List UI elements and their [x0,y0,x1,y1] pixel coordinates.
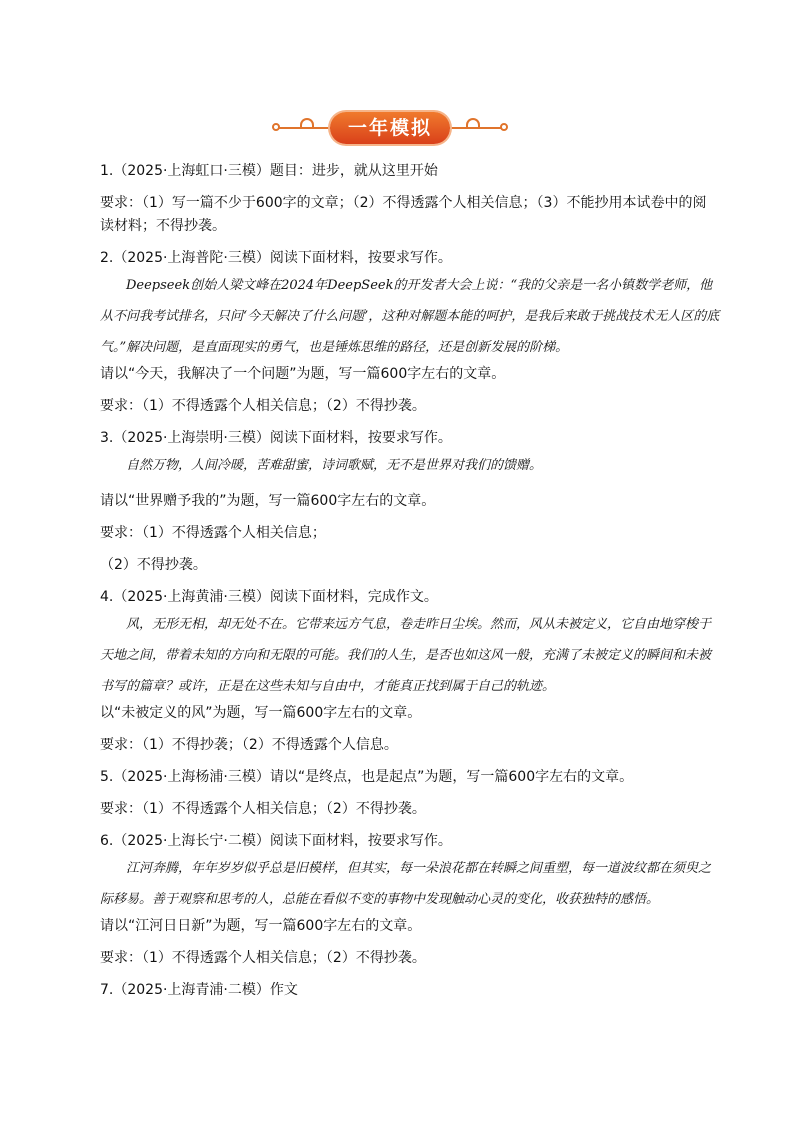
question-1-requirements: 要求：（1）写一篇不少于600字的文章；（2）不得透露个人相关信息；（3）不能抄用本试卷中的阅读材料；不得抄袭。 [100,195,707,234]
question-4-prompt: 以“未被定义的风”为题，写一篇600字左右的文章。 [100,705,422,721]
question-6-material: 江河奔腾，年年岁岁似乎总是旧模样，但其实，每一朵浪花都在转瞬之间重塑，每一道波纹都在须臾之际移易。善于观察和思考的人，总能在看似不变的事物中发现触动心灵的变化，收获独特的感悟。 [100,861,712,907]
question-2-requirements: 要求：（1）不得透露个人相关信息；（2）不得抄袭。 [100,398,426,414]
banner-curl-right [466,118,480,128]
question-6-prompt: 请以“江河日日新”为题，写一篇600字左右的文章。 [100,918,422,934]
banner-title: 一年模拟 [330,112,450,144]
question-list [100,160,720,1002]
section-banner [272,112,508,144]
banner-ornament-right [500,123,508,131]
question-4-requirements: 要求：（1）不得抄袭；（2）不得透露个人信息。 [100,737,398,753]
question-4-material: 风，无形无相，却无处不在。它带来远方气息，卷走昨日尘埃。然而，风从未被定义，它自由地穿梭于天地之间，带着未知的方向和无限的可能。我们的人生，是否也如这风一般，充满了未被定义的瞬间和未被书写的篇章？或许，正是在这些未知与自由中，才能真正找到属于自己的轨迹。 [100,617,712,694]
question-3-requirements: 要求：（1）不得透露个人相关信息； [100,525,326,541]
question-7: 7.（2025·上海青浦·二模）作文 [100,982,298,998]
question-1: 1.（2025·上海虹口·三模）题目：进步，就从这里开始 [100,163,438,179]
question-2-material: Deepseek创始人梁文峰在2024年DeepSeek的开发者大会上说：“我的父亲是一名小镇数学老师，他从不问我考试排名，只问‘今天解决了什么问题’，这种对解题本能的呵护，是我后来敢于挑战技术无人区的底气。”解决问题，是直面现实的勇气，也是锤炼思维的路径，还是创新发展的阶梯。 [100,278,720,355]
question-3-requirements-2: （2）不得抄袭。 [100,557,207,573]
question-3: 3.（2025·上海崇明·三模）阅读下面材料，按要求写作。 [100,430,452,446]
question-5: 5.（2025·上海杨浦·三模）请以“是终点，也是起点”为题，写一篇600字左右的文章。 [100,769,634,785]
question-6-requirements: 要求：（1）不得透露个人相关信息；（2）不得抄袭。 [100,950,426,966]
question-2-prompt: 请以“今天，我解决了一个问题”为题，写一篇600字左右的文章。 [100,366,506,382]
question-2: 2.（2025·上海普陀·三模）阅读下面材料，按要求写作。 [100,250,452,266]
question-3-prompt: 请以“世界赠予我的”为题，写一篇600字左右的文章。 [100,493,436,509]
banner-ornament-left [272,123,280,131]
banner-curl-left [300,118,314,128]
question-5-requirements: 要求：（1）不得透露个人相关信息；（2）不得抄袭。 [100,801,426,817]
question-4: 4.（2025·上海黄浦·三模）阅读下面材料，完成作文。 [100,589,438,605]
question-6: 6.（2025·上海长宁·二模）阅读下面材料，按要求写作。 [100,833,452,849]
question-3-material: 自然万物，人间冷暖，苦难甜蜜，诗词歌赋，无不是世界对我们的馈赠。 [126,458,543,473]
